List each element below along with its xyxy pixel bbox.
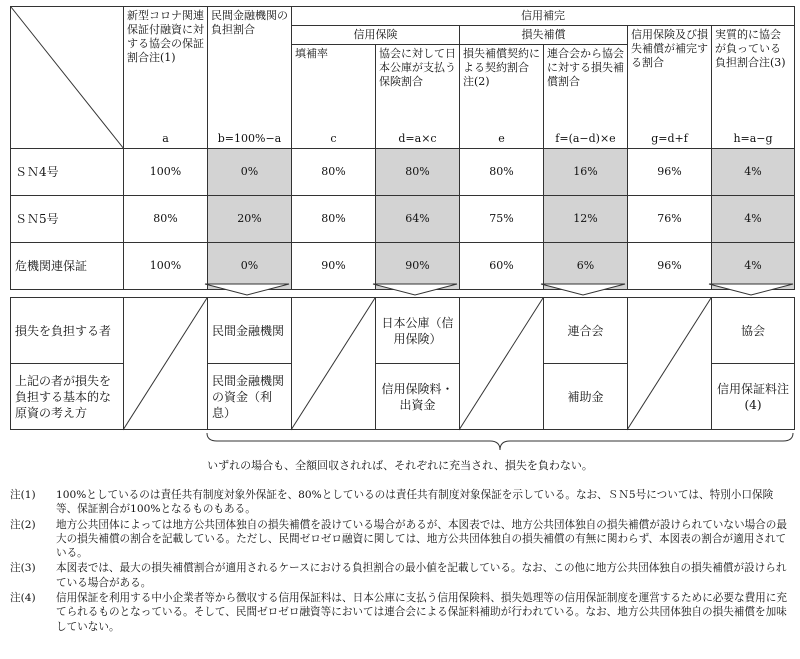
funding-basis-label: 上記の者が損失を負担する基本的な原資の考え方 <box>11 364 124 430</box>
header-credit-supplement: 信用補完 <box>292 7 795 26</box>
cell-c: 90% <box>292 243 376 290</box>
note-label: 注(1) <box>10 489 36 501</box>
association-funding: 信用保証料注(4) <box>712 364 795 430</box>
note-text: 信用保証を利用する中小企業者等から徴収する信用保証料は、日本公庫に支払う信用保険料、損失処理等の信用保証制度を運営するために必要な費用に充てられるものとなっている。そして、民間ゼロゼロ融資等においては連合会による保証料補助が行われている。なお、地方公共団体独自の損失補償を加味していない。 <box>56 592 787 633</box>
header-col-c <box>292 45 376 149</box>
table-row <box>11 149 795 196</box>
formula-f: f=(a−d)×e <box>555 132 616 145</box>
cell-a: 100% <box>124 149 208 196</box>
cell-e: 80% <box>460 149 544 196</box>
cell-b: 0% <box>208 149 292 196</box>
note-text: 地方公共団体によっては地方公共団体独自の損失補償を設けている場合があるが、本図表では、地方公共団体独自の損失補償が設けられていない場合の最大の損失補償の割合を記載している。ただし、民間ゼロゼロ融資に関しては、地方公共団体独自の損失補償の有無に関わらず、本図表の割合が適用されている。 <box>56 518 787 560</box>
note-label: 注(4) <box>10 592 36 605</box>
formula-g: g=d+f <box>651 132 688 145</box>
header-col-d-text: 協会に対して日本公庫が支払う保険割合 <box>379 47 456 88</box>
cell-f: 12% <box>544 196 628 243</box>
cell-h: 4% <box>712 243 795 290</box>
corner-cell <box>11 7 124 149</box>
cell-f: 6% <box>544 243 628 290</box>
cell-a: 100% <box>124 243 208 290</box>
arrow-f-icon <box>541 284 625 295</box>
cell-a: 80% <box>124 196 208 243</box>
note-item <box>10 488 790 517</box>
header-col-h-text: 実質的に協会が負っている負担割合注(3) <box>715 28 786 69</box>
header-col-h <box>712 26 795 149</box>
header-loss-compensation: 損失補償 <box>460 26 628 45</box>
formula-c: c <box>330 132 337 145</box>
cell-e: 75% <box>460 196 544 243</box>
formula-b: b=100%−a <box>217 132 282 145</box>
row-label: 危機関連保証 <box>11 243 124 290</box>
cell-b: 20% <box>208 196 292 243</box>
note-item <box>10 561 790 590</box>
note-label: 注(3) <box>10 562 36 575</box>
cell-g: 96% <box>628 243 712 290</box>
header-col-f <box>544 45 628 149</box>
jfc-label: 日本公庫（信用保険） <box>376 298 460 364</box>
formula-e: e <box>498 132 505 145</box>
arrow-b-icon <box>205 284 289 295</box>
formula-d: d=a×c <box>398 132 437 145</box>
header-col-a-text: 新型コロナ関連保証付融資に対する協会の保証割合注(1) <box>127 9 204 64</box>
cell-c: 80% <box>292 149 376 196</box>
cell-c: 80% <box>292 196 376 243</box>
row-label: ＳＮ5号 <box>11 196 124 243</box>
jfc-funding: 信用保険料・出資金 <box>376 364 460 430</box>
federation-label: 連合会 <box>544 298 628 364</box>
who-bears-loss-label: 損失を負担する者 <box>11 298 124 364</box>
row-label: ＳＮ4号 <box>11 149 124 196</box>
arrow-h-icon <box>709 284 793 295</box>
formula-h: h=a−g <box>733 132 773 145</box>
cell-h: 4% <box>712 196 795 243</box>
header-col-g-text: 信用保険及び損失補償が補完する割合 <box>631 28 708 69</box>
federation-funding: 補助金 <box>544 364 628 430</box>
association-label: 協会 <box>712 298 795 364</box>
note-item <box>10 591 790 634</box>
header-col-f-text: 連合会から協会に対する損失補償割合 <box>547 47 624 88</box>
header-col-e <box>460 45 551 149</box>
connector-arrows <box>0 283 800 297</box>
cell-e: 60% <box>460 243 544 290</box>
header-col-d <box>376 45 460 149</box>
bank-label: 民間金融機関 <box>208 298 292 364</box>
header-col-a <box>124 7 208 149</box>
arrow-d-icon <box>373 284 457 295</box>
cell-h: 4% <box>712 149 795 196</box>
header-credit-insurance: 信用保険 <box>292 26 460 45</box>
header-col-b-text: 民間金融機関の負担割合 <box>211 9 288 36</box>
lower-table-wrap <box>10 297 794 431</box>
formula-a: a <box>162 132 169 145</box>
cell-d: 64% <box>376 196 460 243</box>
diagonal-line <box>11 7 124 149</box>
cell-d: 90% <box>376 243 460 290</box>
cell-f: 16% <box>544 149 628 196</box>
cell-d: 80% <box>376 149 460 196</box>
cell-g: 96% <box>628 149 712 196</box>
note-item <box>10 518 790 561</box>
notes-section <box>10 488 790 635</box>
summary-text: いずれの場合も、全額回収されれば、それぞれに充当され、損失を負わない。 <box>207 459 593 472</box>
table-row <box>11 196 795 243</box>
cell-b: 0% <box>208 243 292 290</box>
header-col-g <box>628 26 712 149</box>
header-col-e-text: 損失補償契約による契約割合 注(2) <box>463 47 551 88</box>
bank-funding: 民間金融機関の資金（利息） <box>208 364 292 430</box>
header-col-c-text: 填補率 <box>295 47 328 60</box>
note-label: 注(2) <box>10 518 36 531</box>
cell-g: 76% <box>628 196 712 243</box>
summary-brace <box>0 431 800 453</box>
note-text: 本図表では、最大の損失補償割合が適用されるケースにおける負担割合の最小値を記載している。なお、この他に地方公共団体独自の損失補償が設けられている場合がある。 <box>56 562 787 589</box>
header-col-b <box>208 7 292 149</box>
upper-table <box>10 6 795 290</box>
lower-diagonals <box>10 297 794 431</box>
note-text: 100%としているのは責任共有制度対象外保証を、80%としているのは責任共有制度対象保証を示している。なお、ＳＮ5号については、特別小口保険等、保証割合が100%となるものもある。 <box>56 489 774 516</box>
